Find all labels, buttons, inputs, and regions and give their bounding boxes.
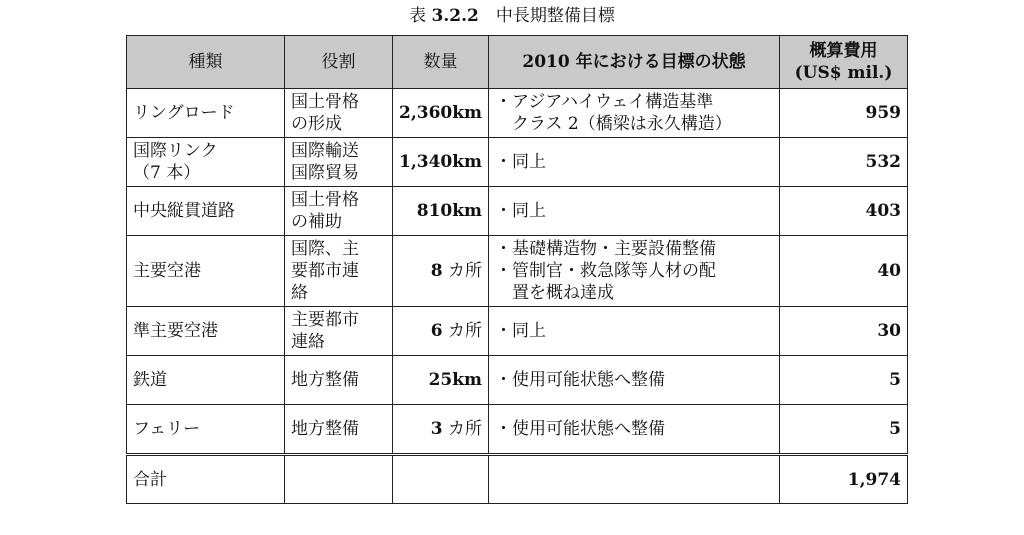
cell-cost: 30 bbox=[780, 307, 908, 356]
cell-target-state: ・アジアハイウェイ構造基準 クラス 2（橋梁は永久構造） bbox=[489, 89, 780, 138]
table-row bbox=[127, 356, 908, 405]
caption-label: 表 bbox=[409, 6, 427, 26]
cost-header-text: 概算費用 (US$ mil.) bbox=[794, 41, 893, 83]
cell-target-state: ・基礎構造物・主要設備整備 ・管制官・救急隊等人材の配 置を概ね達成 bbox=[489, 236, 780, 307]
cell-target-state: ・使用可能状態へ整備 bbox=[489, 405, 780, 455]
cell-quantity: 2,360km bbox=[393, 89, 489, 138]
cell-role: 国土骨格 の形成 bbox=[285, 89, 393, 138]
cell-cost: 959 bbox=[780, 89, 908, 138]
cell-role: 国際輸送 国際貿易 bbox=[285, 138, 393, 187]
caption-title: 中長期整備目標 bbox=[495, 6, 615, 26]
cell-target-state: ・同上 bbox=[489, 307, 780, 356]
cell-target-state: ・同上 bbox=[489, 138, 780, 187]
cell-quantity: 810km bbox=[393, 187, 489, 236]
total-state-empty bbox=[489, 455, 780, 504]
cell-type: 主要空港 bbox=[127, 236, 285, 307]
table-row bbox=[127, 236, 908, 307]
cell-type: 中央縦貫道路 bbox=[127, 187, 285, 236]
total-cost: 1,974 bbox=[780, 455, 908, 504]
cell-cost: 5 bbox=[780, 356, 908, 405]
cell-target-state: ・同上 bbox=[489, 187, 780, 236]
column-header-role: 役割 bbox=[285, 36, 393, 89]
table-row bbox=[127, 89, 908, 138]
cell-type: フェリー bbox=[127, 405, 285, 455]
column-header-type: 種類 bbox=[127, 36, 285, 89]
cell-cost: 5 bbox=[780, 405, 908, 455]
total-qty-empty bbox=[393, 455, 489, 504]
cell-cost: 40 bbox=[780, 236, 908, 307]
table-row bbox=[127, 187, 908, 236]
table-row bbox=[127, 138, 908, 187]
cell-role: 地方整備 bbox=[285, 405, 393, 455]
cell-type: 準主要空港 bbox=[127, 307, 285, 356]
cell-role: 国際、主 要都市連 絡 bbox=[285, 236, 393, 307]
cell-quantity: 25km bbox=[393, 356, 489, 405]
header-row bbox=[127, 36, 908, 89]
goals-table bbox=[126, 35, 908, 504]
table-row bbox=[127, 405, 908, 455]
total-row bbox=[127, 455, 908, 504]
total-label: 合計 bbox=[127, 455, 285, 504]
cell-cost: 403 bbox=[780, 187, 908, 236]
column-header-cost bbox=[780, 36, 908, 89]
column-header-target-state: 2010 年における目標の状態 bbox=[489, 36, 780, 89]
total-role-empty bbox=[285, 455, 393, 504]
cell-type: 国際リンク （7 本） bbox=[127, 138, 285, 187]
cell-cost: 532 bbox=[780, 138, 908, 187]
cell-quantity: 3 カ所 bbox=[393, 405, 489, 455]
cell-type: リングロード bbox=[127, 89, 285, 138]
cell-quantity: 8 カ所 bbox=[393, 236, 489, 307]
caption-number: 3.2.2 bbox=[431, 6, 479, 26]
cell-role: 国土骨格 の補助 bbox=[285, 187, 393, 236]
table-row bbox=[127, 307, 908, 356]
cell-quantity: 1,340km bbox=[393, 138, 489, 187]
cell-type: 鉄道 bbox=[127, 356, 285, 405]
cell-role: 地方整備 bbox=[285, 356, 393, 405]
table-caption bbox=[0, 4, 1024, 28]
cell-quantity: 6 カ所 bbox=[393, 307, 489, 356]
cell-role: 主要都市 連絡 bbox=[285, 307, 393, 356]
cell-target-state: ・使用可能状態へ整備 bbox=[489, 356, 780, 405]
column-header-quantity: 数量 bbox=[393, 36, 489, 89]
